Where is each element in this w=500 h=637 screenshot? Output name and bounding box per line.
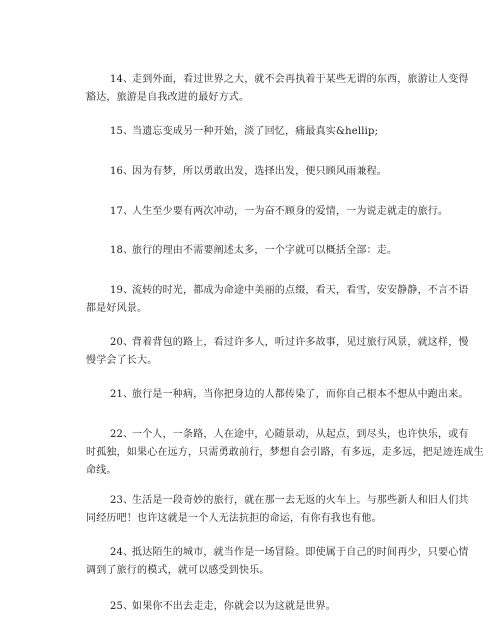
quote-text: 流转的时光，都成为命途中美丽的点缀，看天，看雪，安安静静，不言不语 xyxy=(132,285,469,296)
quote-text: 人生至少要有两次冲动，一为奋不顾身的爱情，一为说走就走的旅行。 xyxy=(132,206,449,217)
quote-text: 旅行是一种病，当你把身边的人都传染了，而你自己根本不想从中跑出来。 xyxy=(132,389,469,400)
quote-text: 生活是一段奇妙的旅行，就在那一去无返的火车上。与那些新人和旧人们共 xyxy=(132,495,469,506)
quote-line xyxy=(110,203,448,221)
quote-line xyxy=(110,334,469,352)
quote-text: 背着背包的路上，看过许多人，听过许多故事，见过旅行风景，就这样，慢 xyxy=(132,337,469,348)
quote-text: 如果你不出去走走，你就会以为这就是世界。 xyxy=(132,601,336,612)
quote-number: 22、 xyxy=(110,429,134,440)
quote-text: 当遗忘变成另一种开始，淡了回忆，痛最真实&hellip; xyxy=(132,126,379,137)
quote-line xyxy=(110,492,469,510)
quote-continuation: 命线。 xyxy=(86,465,117,476)
quote-number: 20、 xyxy=(110,337,134,348)
quote-number: 14、 xyxy=(110,74,134,85)
quote-continuation: 同经历吧！也许这就是一个人无法抗拒的命运，有你有我也有他。 xyxy=(86,513,382,524)
quote-continuation: 豁达，旅游是自我改进的最好方式。 xyxy=(86,92,250,103)
quote-text: 抵达陌生的城市，就当作是一场冒险。即使属于自己的时间再少，只要心情 xyxy=(132,547,469,558)
quote-number: 17、 xyxy=(110,206,134,217)
quote-text: 走到外面，看过世界之大，就不会再执着于某些无谓的东西，旅游让人变得 xyxy=(132,74,469,85)
quote-line xyxy=(110,386,469,404)
quote-continuation: 都是好风景。 xyxy=(86,303,148,314)
quote-line xyxy=(110,544,469,562)
quote-number: 18、 xyxy=(110,245,134,256)
quote-continuation: 时孤独，如果心在远方，只需勇敢前行，梦想自会引路，有多远，走多远，把足迹连成生 xyxy=(86,447,484,458)
quote-line xyxy=(110,426,469,444)
quote-number: 24、 xyxy=(110,547,134,558)
quote-number: 19、 xyxy=(110,285,134,296)
quote-number: 23、 xyxy=(110,495,134,506)
quote-line xyxy=(110,123,378,141)
quote-line xyxy=(110,242,397,260)
quote-number: 25、 xyxy=(110,601,134,612)
quote-continuation: 调到了旅行的模式，就可以感受到快乐。 xyxy=(86,565,270,576)
quote-text: 因为有梦，所以勇敢出发，选择出发，便只顾风雨兼程。 xyxy=(132,166,387,177)
quote-line xyxy=(110,71,469,89)
quote-continuation: 慢学会了长大。 xyxy=(86,355,158,366)
quote-line xyxy=(110,598,336,616)
quote-line xyxy=(110,163,387,181)
quote-text: 旅行的理由不需要阐述太多，一个字就可以概括全部：走。 xyxy=(132,245,398,256)
quote-line xyxy=(110,282,469,300)
quote-text: 一个人，一条路，人在途中，心随景动，从起点，到尽头，也许快乐，或有 xyxy=(132,429,469,440)
quote-number: 16、 xyxy=(110,166,134,177)
quote-number: 15、 xyxy=(110,126,134,137)
quote-number: 21、 xyxy=(110,389,134,400)
